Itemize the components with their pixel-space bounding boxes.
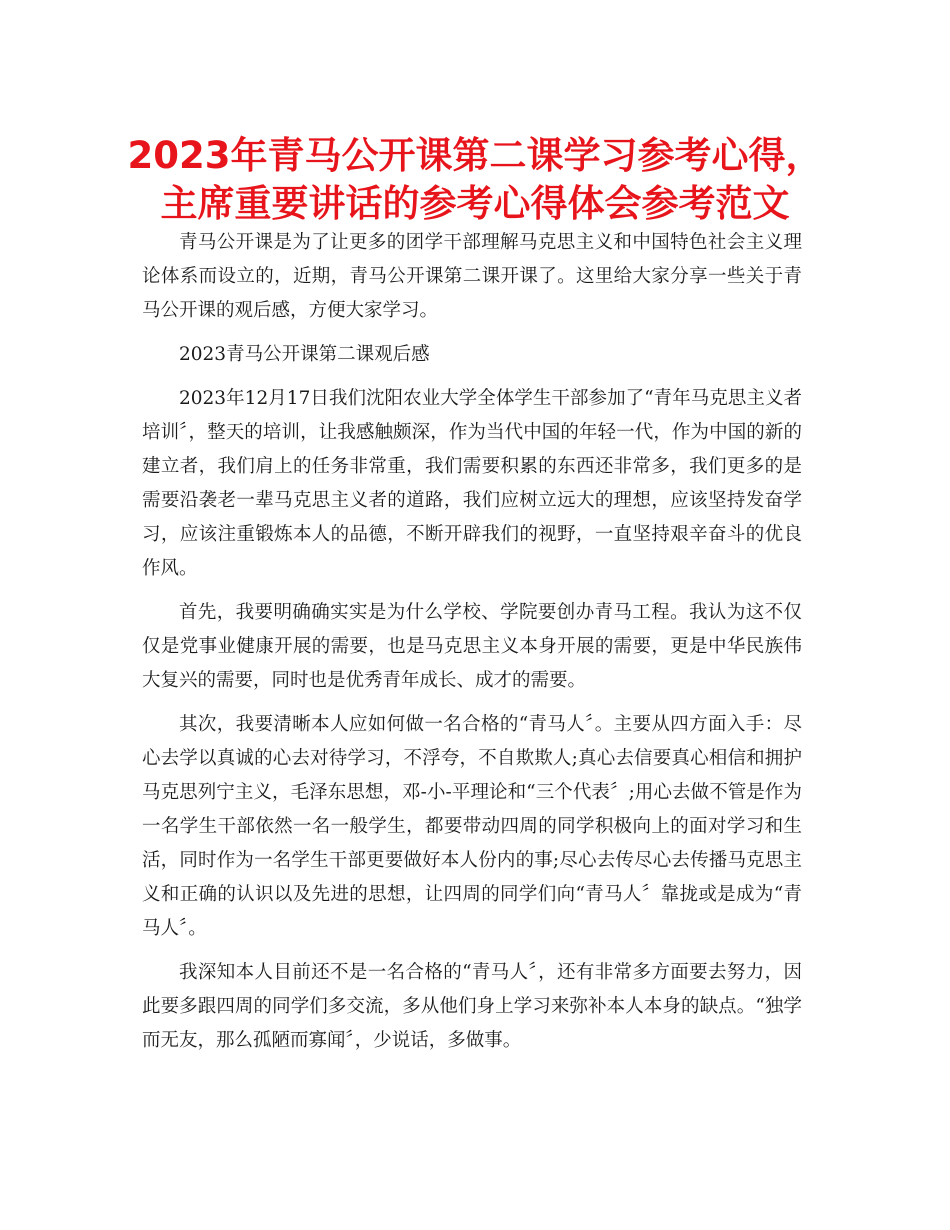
title-line-2: 主席重要讲话的参考心得体会参考范文 — [160, 182, 790, 225]
paragraph-subtitle: 2023青马公开课第二课观后感 — [179, 344, 430, 365]
paragraph-training: 2023年12月17日我们沈阳农业大学全体学生干部参加了“青年马克思主义者培训〞，整天的培训，让我感触颇深，作为当代中国的年轻一代，作为中国的新的建立者，我们肩上的任务非常重，我们需要积累的东西还非常多，我们更多的是需要沿袭老一辈马克思主义者的道路，我们应树立远大的理想，应该坚持发奋学习，应该注重锻炼本人的品德，不断开辟我们的视野，一直坚持艰辛奋斗的优良作风。 — [142, 388, 802, 579]
paragraph-intro: 青马公开课是为了让更多的团学干部理解马克思主义和中国特色社会主义理论体系而设立的，近期，青马公开课第二课开课了。这里给大家分享一些关于青马公开课的观后感，方便大家学习。 — [142, 232, 802, 321]
paragraph-conclusion: 我深知本人目前还不是一名合格的“青马人〞，还有非常多方面要去努力，因此要多跟四周的同学们多交流，多从他们身上学习来弥补本人本身的缺点。“独学而无友，那么孤陋而寡闻〞，少说话，多做事。 — [142, 962, 802, 1051]
paragraph-first: 首先，我要明确确实实是为什么学校、学院要创办青马工程。我认为这不仅仅是党事业健康开展的需要，也是马克思主义本身开展的需要，更是中华民族伟大复兴的需要，同时也是优秀青年成长、成才的需要。 — [142, 602, 802, 691]
title-line-1: 2023年青马公开课第二课学习参考心得， — [127, 134, 823, 177]
paragraph-second: 其次，我要清晰本人应如何做一名合格的“青马人〞。主要从四方面入手：尽心去学以真诚的心去对待学习，不浮夸，不自欺欺人;真心去信要真心相信和拥护马克思列宁主义，毛泽东思想，邓-小-平理论和“三个代表〞;用心去做不管是作为一名学生干部依然一名一般学生，都要带动四周的同学积极向上的面对学习和生活，同时作为一名学生干部更要做好本人份内的事;尽心去传尽心去传播马克思主义和正确的认识以及先进的思想，让四周的同学们向“青马人〞靠拢或是成为“青马人〞。 — [142, 714, 802, 939]
document-title — [100, 132, 850, 228]
document-body — [142, 226, 802, 1058]
